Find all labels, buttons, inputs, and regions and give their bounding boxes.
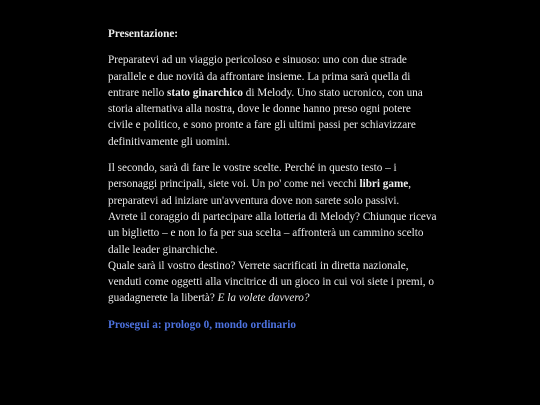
paragraph-intro-text-1: Preparatevi ad un viaggio pericoloso e sinuoso: uno con due strade parallele e due novità da affrontare insieme. La prima sarà quella di entrare nello [108,54,411,99]
emphasis-libri-game: libri game [359,178,409,191]
paragraph-lottery-text: Avrete il coraggio di partecipare alla lotteria di Melody? Chiunque riceva un biglietto – e non lo fa per sua scelta – affronterà un cammino scelto dalle leader ginarchiche. [108,210,437,256]
paragraph-destiny-text: Quale sarà il vostro destino? Verrete sacrificati in diretta nazionale, venduti come oggetti alla vincitrice di un gioco in cui voi siete i premi, o guadagnerete la libertà? [108,259,434,305]
paragraph-intro-text-2: di Melody. Uno stato ucronico, con una storia alternativa alla nostra, dove le donne hanno preso ogni potere civile e politico, e sono pronte a fare gli ultimi passi per schiavizzare definitivamente gli uomini. [108,86,423,148]
continue-link-row [108,317,438,333]
emphasis-stato-ginarchico: stato ginarchico [167,86,243,99]
paragraph-choices-text-1: Il secondo, sarà di fare le vostre scelte. Perché in questo testo – i personaggi principali, siete voi. Un po' come nei vecchi [108,162,397,191]
paragraph-choices [108,160,438,307]
continue-link[interactable]: Prosegui a: prologo 0, mondo ordinario [108,318,296,331]
story-passage [108,26,438,343]
paragraph-intro [108,52,438,150]
passage-heading: Presentazione: [108,28,179,40]
paragraph-choices-text-2: , preparatevi ad iniziare un'avventura dove non sarete solo passivi. [108,178,412,207]
emphasis-question: E la volete davvero? [217,292,310,305]
